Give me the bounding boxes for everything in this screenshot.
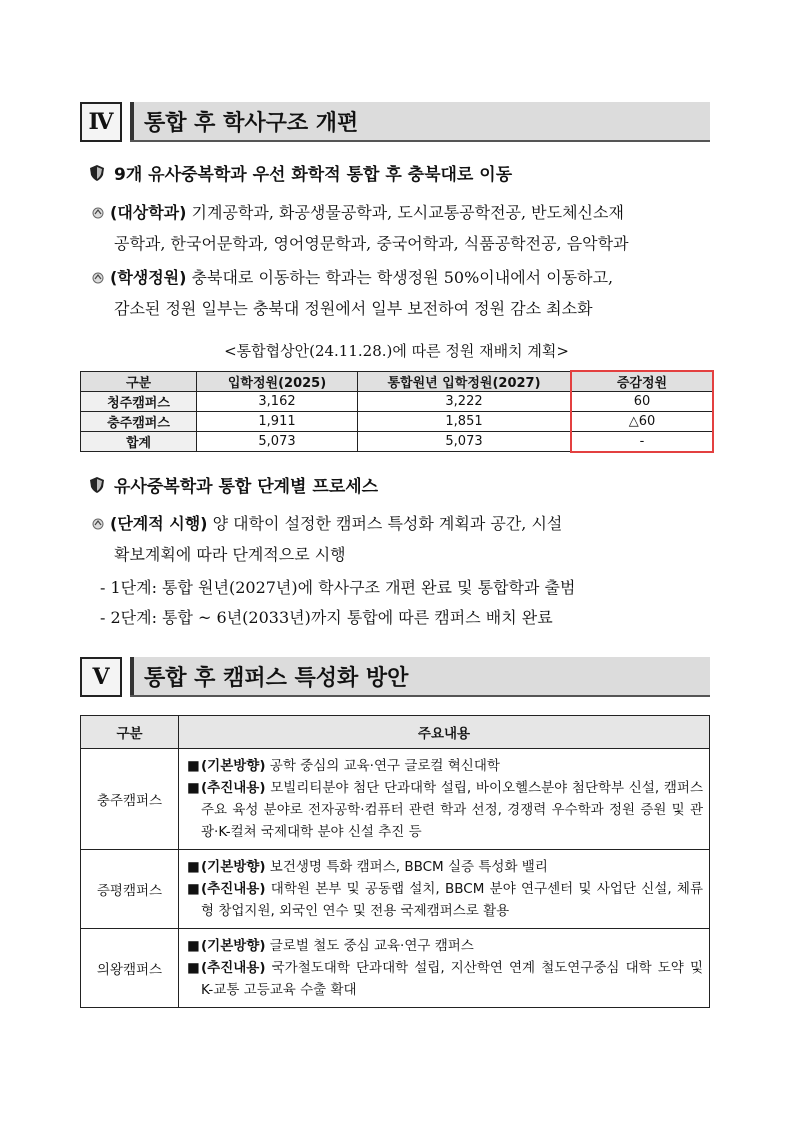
campus-plan-table xyxy=(80,715,710,1008)
item-text: 국가철도대학 단과대학 설립, 지산학연 연계 철도연구중심 대학 도약 및 K-교통 고등교육 수출 확대 xyxy=(201,960,703,998)
section-header-4 xyxy=(80,102,710,142)
campus-content xyxy=(179,929,710,1008)
step-1: - 1단계: 통합 원년(2027년)에 학사구조 개편 완료 및 통합학과 출범 xyxy=(100,578,576,597)
item-text: 대학원 본부 및 공동랩 설치, BBCM 분야 연구센터 및 사업단 신설, 체류형 창업지원, 외국인 연수 및 전용 국제캠퍼스로 활용 xyxy=(201,881,703,919)
item-text: 공학 중심의 교육·연구 글로컬 혁신대학 xyxy=(265,758,500,774)
section-title: 통합 후 캠퍼스 특성화 방안 xyxy=(130,657,710,697)
table-cell: 합계 xyxy=(81,432,197,452)
list-item xyxy=(187,957,703,1001)
table-header: 구분 xyxy=(81,371,197,392)
target-departments-paragraph xyxy=(92,197,717,259)
table-cell: 3,162 xyxy=(197,392,358,412)
table-header: 구분 xyxy=(81,716,179,749)
table-cell: 충주캠퍼스 xyxy=(81,412,197,432)
table-header: 주요내용 xyxy=(179,716,710,749)
section-title: 통합 후 학사구조 개편 xyxy=(130,102,710,142)
table-cell: 청주캠퍼스 xyxy=(81,392,197,412)
item-lead: (추진내용) xyxy=(201,960,266,976)
square-bullet-icon: ■ xyxy=(187,758,200,774)
circle-bullet-icon xyxy=(92,207,104,219)
shield-bullet-icon xyxy=(90,165,104,181)
paragraph-line: 공학과, 한국어문학과, 영어영문학과, 중국어학과, 식품공학전공, 음악학과 xyxy=(114,234,629,253)
section-number: Ⅳ xyxy=(80,102,122,142)
step-2: - 2단계: 통합 ~ 6년(2033년)까지 통합에 따른 캠퍼스 배치 완료 xyxy=(100,608,553,627)
section-number: Ⅴ xyxy=(80,657,122,697)
list-item xyxy=(187,878,703,922)
phased-implementation-paragraph xyxy=(92,508,717,570)
table-row xyxy=(81,929,710,1008)
item-lead: (추진내용) xyxy=(201,881,266,897)
student-quota-paragraph xyxy=(92,262,717,324)
subheading-1 xyxy=(90,160,512,185)
paragraph-line: 양 대학이 설정한 캠퍼스 특성화 계획과 공간, 시설 xyxy=(207,514,563,533)
square-bullet-icon: ■ xyxy=(187,859,200,875)
table-header: 입학정원(2025) xyxy=(197,371,358,392)
paragraph-line: 감소된 정원 일부는 충북대 정원에서 일부 보전하여 정원 감소 최소화 xyxy=(114,299,593,318)
table-header: 증감정원 xyxy=(571,371,713,392)
square-bullet-icon: ■ xyxy=(187,938,200,954)
list-item xyxy=(187,755,703,777)
paragraph-lead: (대상학과) xyxy=(110,203,187,222)
table-cell: 1,851 xyxy=(358,412,572,432)
paragraph-line: 확보계획에 따라 단계적으로 시행 xyxy=(114,545,346,564)
item-text: 모빌리티분야 첨단 단과대학 설립, 바이오헬스분야 첨단학부 신설, 캠퍼스 주요 육성 분야로 전자공학·컴퓨터 관련 학과 선정, 경쟁력 우수학과 정원 증원 및 관광·K-컬쳐 국제대학 분야 신설 추진 등 xyxy=(201,780,703,840)
table-cell: 60 xyxy=(571,392,713,412)
campus-name: 충주캠퍼스 xyxy=(81,749,179,850)
subheading-text: 9개 유사중복학과 우선 화학적 통합 후 충북대로 이동 xyxy=(114,165,513,185)
shield-bullet-icon xyxy=(90,477,104,493)
table-cell: 1,911 xyxy=(197,412,358,432)
circle-bullet-icon xyxy=(92,272,104,284)
item-lead: (추진내용) xyxy=(201,780,266,796)
table-row xyxy=(81,432,714,452)
list-item xyxy=(187,856,703,878)
table-header: 통합원년 입학정원(2027) xyxy=(358,371,572,392)
campus-name: 의왕캠퍼스 xyxy=(81,929,179,1008)
square-bullet-icon: ■ xyxy=(187,780,200,796)
paragraph-line: 기계공학과, 화공생물공학과, 도시교통공학전공, 반도체신소재 xyxy=(186,203,624,222)
paragraph-lead: (학생정원) xyxy=(110,268,187,287)
table-row xyxy=(81,749,710,850)
item-text: 보건생명 특화 캠퍼스, BBCM 실증 특성화 밸리 xyxy=(265,859,548,875)
table-row xyxy=(81,392,714,412)
table-cell: - xyxy=(571,432,713,452)
table-caption: <통합협상안(24.11.28.)에 따른 정원 재배치 계획> xyxy=(224,342,569,360)
item-lead: (기본방향) xyxy=(201,758,266,774)
item-text: 글로벌 철도 중심 교육·연구 캠퍼스 xyxy=(265,938,474,954)
table-row xyxy=(81,412,714,432)
square-bullet-icon: ■ xyxy=(187,960,200,976)
item-lead: (기본방향) xyxy=(201,938,266,954)
square-bullet-icon: ■ xyxy=(187,881,200,897)
table-header-row xyxy=(81,716,710,749)
campus-content xyxy=(179,749,710,850)
table-cell: △60 xyxy=(571,412,713,432)
subheading-text: 유사중복학과 통합 단계별 프로세스 xyxy=(114,477,379,497)
list-item xyxy=(187,935,703,957)
table-cell: 3,222 xyxy=(358,392,572,412)
quota-table xyxy=(80,370,714,453)
table-header-row xyxy=(81,371,714,392)
circle-bullet-icon xyxy=(92,518,104,530)
section-header-5 xyxy=(80,657,710,697)
item-lead: (기본방향) xyxy=(201,859,266,875)
campus-content xyxy=(179,850,710,929)
subheading-2 xyxy=(90,472,378,497)
list-item xyxy=(187,777,703,843)
table-cell: 5,073 xyxy=(197,432,358,452)
campus-name: 증평캠퍼스 xyxy=(81,850,179,929)
paragraph-line: 충북대로 이동하는 학과는 학생정원 50%이내에서 이동하고, xyxy=(186,268,614,287)
table-row xyxy=(81,850,710,929)
paragraph-lead: (단계적 시행) xyxy=(110,514,208,533)
table-cell: 5,073 xyxy=(358,432,572,452)
